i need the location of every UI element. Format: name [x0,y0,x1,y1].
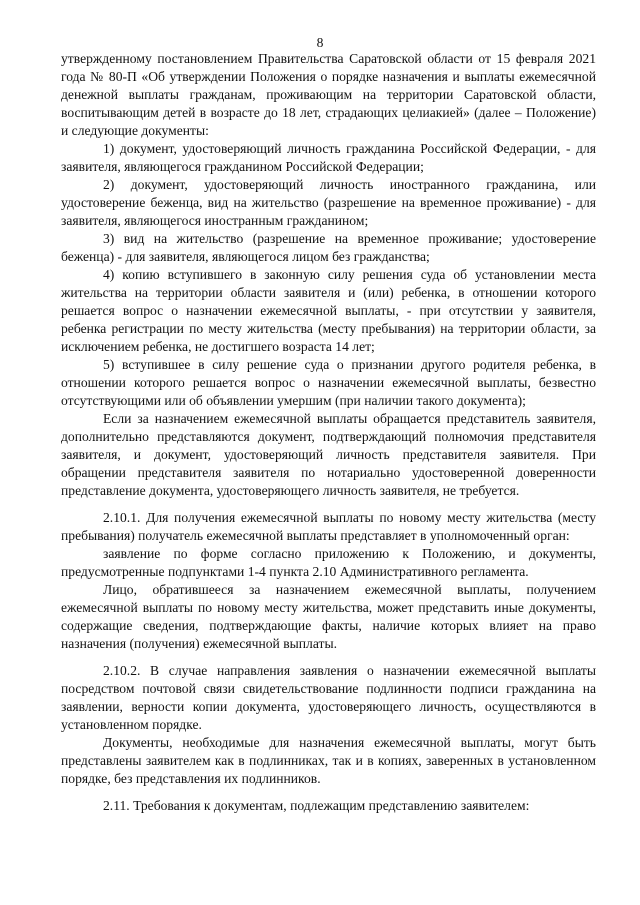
paragraph-item-2: 2) документ, удостоверяющий личность иностранного гражданина, или удостоверение беженца, вид на жительство (разрешение на временное проживание) - для заявителя, являющегося иностранным гражданином; [61,177,596,228]
paragraph-representative: Если за назначением ежемесячной выплаты обращается представитель заявителя, дополнительно представляются документ, подтверждающий полномочия представителя заявителя, и документ, удостоверяющий личность представителя заявителя. При обращении представителя заявителя по нотариально удостоверенной доверенности представление документа, удостоверяющего личность заявителя, не требуется. [61,411,596,498]
paragraph-2-11: 2.11. Требования к документам, подлежащим представлению заявителем: [103,798,530,813]
document-body [61,50,596,815]
paragraph-other-documents: Лицо, обратившееся за назначением ежемесячной выплаты, получением ежемесячной выплаты по новому месту жительства, может представить иные документы, содержащие сведения, подтверждающие факты, наличие которых влияет на право назначения (получения) ежемесячной выплаты. [61,582,596,651]
paragraph-item-3: 3) вид на жительство (разрешение на временное проживание; удостоверение беженца) - для заявителя, являющегося лицом без гражданства; [61,231,596,264]
paragraph-item-5: 5) вступившее в силу решение суда о признании другого родителя ребенка, в отношении которого решается вопрос о назначении ежемесячной выплаты, безвестно отсутствующими или об объявлении умершим (при наличии такого документа); [61,357,596,408]
page-number: 8 [316,35,324,50]
paragraph-2-10-1: 2.10.1. Для получения ежемесячной выплаты по новому месту жительства (месту пребывания) получатель ежемесячной выплаты представляет в уполномоченный орган: [61,510,596,543]
paragraph-2-10-2: 2.10.2. В случае направления заявления о назначении ежемесячной выплаты посредством почтовой связи свидетельствование подлинности подписи гражданина на заявлении, верности копии документа, удостоверяющего личность, осуществляются в установленном порядке. [61,663,596,732]
paragraph-application-form: заявление по форме согласно приложению к Положению, и документы, предусмотренные подпунктами 1-4 пункта 2.10 Административного регламента. [61,546,596,579]
paragraph-intro: утвержденному постановлением Правительства Саратовской области от 15 февраля 2021 года № 80-П «Об утверждении Положения о порядке назначения и выплаты ежемесячной денежной выплаты гражданам, проживающим на территории Саратовской области, воспитывающим детей в возрасте до 18 лет, страдающих целиакией» (далее – Положение) и следующие документы: [61,51,596,138]
paragraph-item-4: 4) копию вступившего в законную силу решения суда об установлении места жительства на территории области заявителя и (или) ребенка, в отношении которого решается вопрос о назначении ежемесячной выплаты, - при отсутствии у заявителя, ребенка регистрации по месту жительства (месту пребывания) на территории области, за исключением ребенка, не достигшего возраста 14 лет; [61,267,596,354]
paragraph-copies: Документы, необходимые для назначения ежемесячной выплаты, могут быть представлены заявителем как в подлинниках, так и в копиях, заверенных в установленном порядке, без представления их подлинников. [61,735,596,786]
paragraph-item-1: 1) документ, удостоверяющий личность гражданина Российской Федерации, - для заявителя, являющегося гражданином Российской Федерации; [61,141,596,174]
